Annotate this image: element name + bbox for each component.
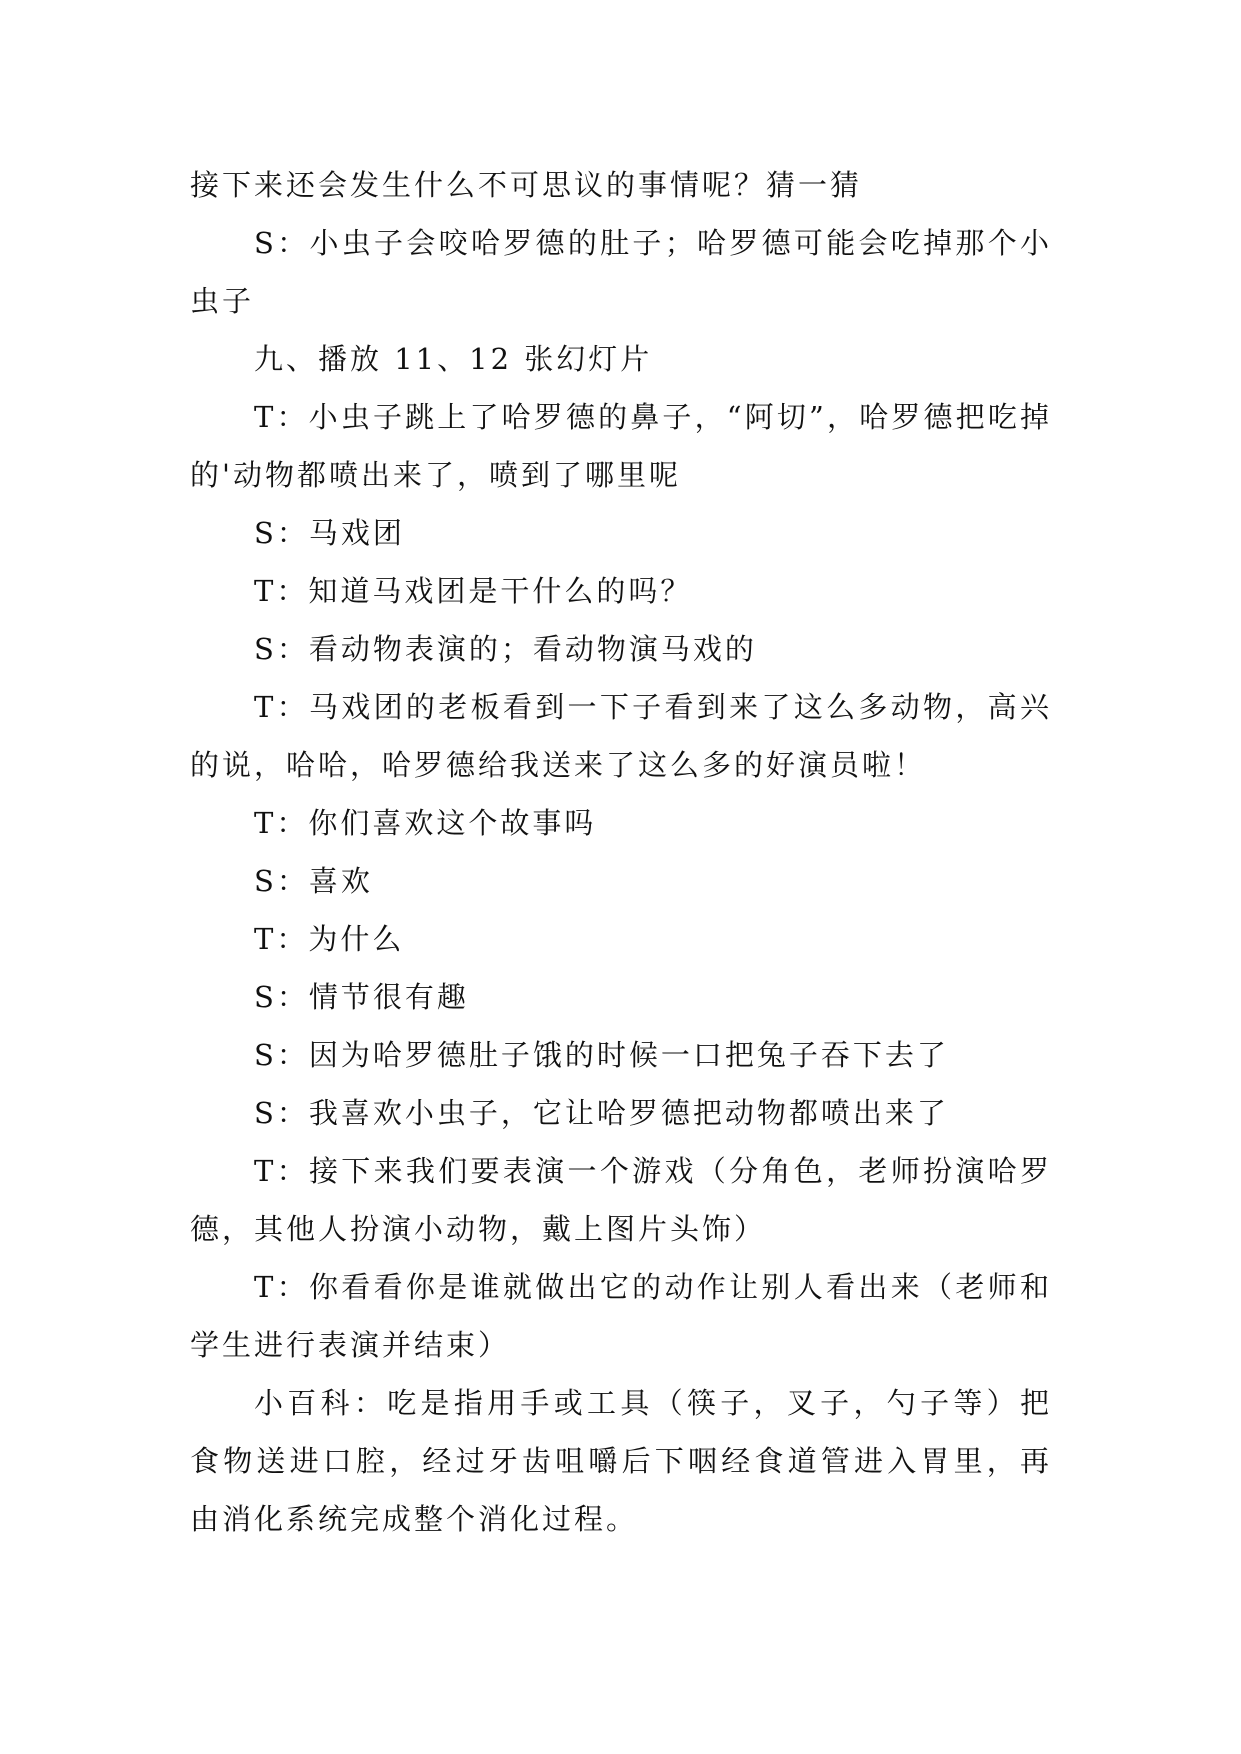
paragraph: T：马戏团的老板看到一下子看到来了这么多动物，高兴的说，哈哈，哈罗德给我送来了这么多的好演员啦！ bbox=[190, 690, 1052, 782]
paragraph: S：小虫子会咬哈罗德的肚子；哈罗德可能会吃掉那个小虫子 bbox=[190, 226, 1052, 318]
paragraph: T：你们喜欢这个故事吗 bbox=[254, 806, 597, 840]
paragraph: S：看动物表演的；看动物演马戏的 bbox=[254, 632, 757, 666]
paragraph: S：我喜欢小虫子，它让哈罗德把动物都喷出来了 bbox=[254, 1096, 949, 1130]
paragraph: T：知道马戏团是干什么的吗？ bbox=[254, 574, 693, 608]
section-heading: 九、播放 11、12 张幻灯片 bbox=[254, 342, 653, 376]
paragraph: S：因为哈罗德肚子饿的时候一口把兔子吞下去了 bbox=[254, 1038, 949, 1072]
paragraph: 接下来还会发生什么不可思议的事情呢？猜一猜 bbox=[190, 168, 863, 202]
paragraph: S：情节很有趣 bbox=[254, 980, 469, 1014]
encyclopedia-note: 小百科：吃是指用手或工具（筷子，叉子，勺子等）把食物送进口腔，经过牙齿咀嚼后下咽经食道管进入胃里，再由消化系统完成整个消化过程。 bbox=[190, 1386, 1052, 1536]
paragraph: T：你看看你是谁就做出它的动作让别人看出来（老师和学生进行表演并结束） bbox=[190, 1270, 1052, 1362]
paragraph: S：马戏团 bbox=[254, 516, 405, 550]
paragraph: T：接下来我们要表演一个游戏（分角色，老师扮演哈罗德，其他人扮演小动物，戴上图片头饰） bbox=[190, 1154, 1052, 1246]
paragraph: T：小虫子跳上了哈罗德的鼻子，“阿切”，哈罗德把吃掉的'动物都喷出来了，喷到了哪里呢 bbox=[190, 400, 1052, 492]
document-body bbox=[190, 156, 1052, 1548]
paragraph: T：为什么 bbox=[254, 922, 405, 956]
paragraph: S：喜欢 bbox=[254, 864, 373, 898]
